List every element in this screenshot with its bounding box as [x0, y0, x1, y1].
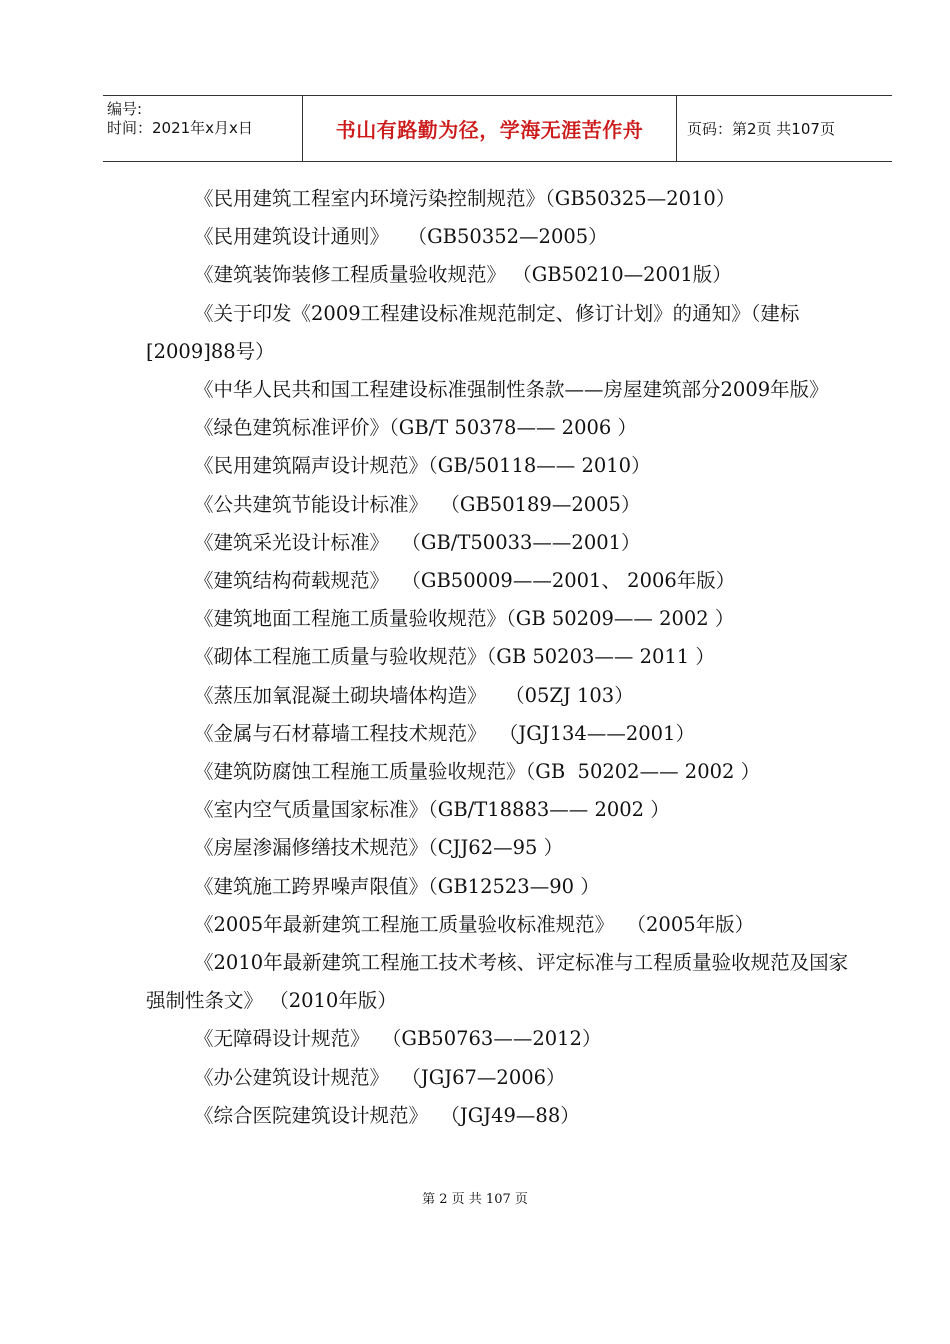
- page-footer: 第 2 页 共 107 页: [422, 1192, 528, 1207]
- reference-list: [146, 180, 858, 1135]
- header-meta-cell: [103, 96, 303, 161]
- reference-item: 《综合医院建筑设计规范》 （JGJ49—88）: [194, 1103, 580, 1127]
- reference-item: 《中华人民共和国工程建设标准强制性条款——房屋建筑部分2009年版》: [194, 378, 829, 402]
- reference-item: 《办公建筑设计规范》 （JGJ67—2006）: [194, 1065, 566, 1089]
- header-page-info: 页码：第2页 共107页: [687, 120, 835, 138]
- reference-item: 《建筑装饰装修工程质量验收规范》 （GB50210—2001版）: [194, 263, 732, 287]
- reference-item: 《建筑结构荷载规范》 （GB50009——2001、 2006年版）: [194, 569, 736, 593]
- reference-item: 《建筑防腐蚀工程施工质量验收规范》（GB 50202—— 2002 ）: [194, 760, 761, 784]
- reference-item: 《建筑采光设计标准》 （GB/T50033——2001）: [194, 530, 641, 554]
- reference-item: 《2005年最新建筑工程施工质量验收标准规范》 （2005年版）: [194, 912, 755, 936]
- reference-item: 《金属与石材幕墙工程技术规范》 （JGJ134——2001）: [194, 721, 695, 745]
- reference-item: 《民用建筑设计通则》 （GB50352—2005）: [194, 225, 608, 249]
- reference-item: 《室内空气质量国家标准》（GB/T18883—— 2002 ）: [194, 798, 670, 822]
- page-header: [103, 95, 892, 162]
- reference-item: 《无障碍设计规范》 （GB50763——2012）: [194, 1027, 602, 1051]
- reference-item: 《关于印发《2009工程建设标准规范制定、修订计划》的通知》（建标[2009]88号）: [146, 301, 800, 363]
- time-label: 时间：2021年x月x日: [107, 119, 253, 137]
- reference-item: 《房屋渗漏修缮技术规范》（CJJ62—95 ）: [194, 836, 564, 860]
- reference-item: 《民用建筑隔声设计规范》（GB/50118—— 2010）: [194, 454, 651, 478]
- reference-item: 《建筑地面工程施工质量验收规范》（GB 50209—— 2002 ）: [194, 607, 735, 631]
- reference-item: 《绿色建筑标准评价》（GB/T 50378—— 2006 ）: [194, 416, 637, 440]
- reference-item: 《建筑施工跨界噪声限值》（GB12523—90 ）: [194, 874, 600, 898]
- reference-item: 《砌体工程施工质量与验收规范》（GB 50203—— 2011 ）: [194, 645, 715, 669]
- reference-item: 《2010年最新建筑工程施工技术考核、评定标准与工程质量验收规范及国家强制性条文》 （2010年版）: [146, 951, 849, 1013]
- reference-item: 《公共建筑节能设计标准》 （GB50189—2005）: [194, 492, 641, 516]
- header-motto: 书山有路勤为径，学海无涯苦作舟: [303, 96, 677, 161]
- reference-item: 《民用建筑工程室内环境污染控制规范》（GB50325—2010）: [194, 187, 736, 210]
- reference-item: 《蒸压加氧混凝土砌块墙体构造》 （05ZJ 103）: [194, 683, 634, 707]
- number-label: 编号:: [107, 100, 143, 118]
